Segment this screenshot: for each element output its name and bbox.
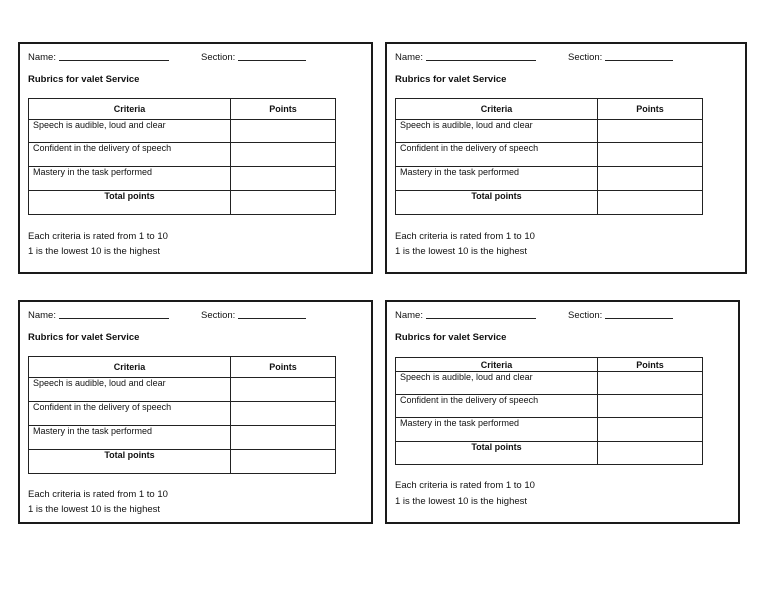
section-field[interactable] [568, 308, 673, 321]
rating-note: Each criteria is rated from 1 to 10 [395, 480, 535, 491]
criteria-cell: Speech is audible, loud and clear [396, 372, 598, 395]
total-points-label: Total points [396, 191, 598, 215]
total-points-cell[interactable] [231, 450, 336, 474]
total-points-cell[interactable] [598, 191, 703, 215]
rubric-table [395, 357, 703, 465]
name-label: Name: [395, 52, 423, 63]
section-label: Section: [201, 52, 236, 63]
name-blank[interactable] [59, 308, 169, 319]
name-label: Name: [28, 52, 56, 63]
points-cell[interactable] [231, 120, 336, 143]
section-label: Section: [201, 310, 236, 321]
criteria-cell: Speech is audible, loud and clear [29, 378, 231, 402]
name-blank[interactable] [426, 50, 536, 61]
points-cell[interactable] [231, 426, 336, 450]
section-blank[interactable] [605, 50, 673, 61]
total-points-cell[interactable] [598, 442, 703, 465]
section-field[interactable] [568, 50, 673, 63]
rating-note: Each criteria is rated from 1 to 10 [28, 489, 168, 500]
rating-note: Each criteria is rated from 1 to 10 [28, 231, 168, 242]
criteria-header: Criteria [29, 357, 231, 378]
name-label: Name: [28, 310, 56, 321]
points-header: Points [231, 357, 336, 378]
rubric-title: Rubrics for valet Service [28, 74, 140, 85]
criteria-header: Criteria [396, 358, 598, 372]
points-cell[interactable] [231, 378, 336, 402]
section-field[interactable] [201, 50, 306, 63]
criteria-cell: Mastery in the task performed [29, 426, 231, 450]
name-field[interactable] [28, 50, 169, 63]
total-points-label: Total points [396, 442, 598, 465]
section-label: Section: [568, 310, 603, 321]
criteria-cell: Confident in the delivery of speech [396, 395, 598, 418]
criteria-cell: Speech is audible, loud and clear [396, 120, 598, 143]
points-cell[interactable] [231, 167, 336, 191]
name-field[interactable] [395, 308, 536, 321]
points-cell[interactable] [231, 402, 336, 426]
rubric-table [28, 356, 336, 474]
criteria-cell: Mastery in the task performed [396, 167, 598, 191]
points-cell[interactable] [598, 120, 703, 143]
rating-scale-note: 1 is the lowest 10 is the highest [395, 496, 528, 507]
points-cell[interactable] [598, 143, 703, 167]
points-cell[interactable] [598, 372, 703, 395]
points-header: Points [598, 99, 703, 120]
section-field[interactable] [201, 308, 306, 321]
rubric-title: Rubrics for valet Service [395, 332, 507, 343]
rating-scale-note: 1 is the lowest 10 is the highest [28, 504, 161, 515]
rubric-title: Rubrics for valet Service [395, 74, 507, 85]
name-blank[interactable] [426, 308, 536, 319]
criteria-cell: Speech is audible, loud and clear [29, 120, 231, 143]
rubric-card-4 [385, 300, 740, 524]
criteria-header: Criteria [29, 99, 231, 120]
total-points-cell[interactable] [231, 191, 336, 215]
section-blank[interactable] [238, 50, 306, 61]
name-blank[interactable] [59, 50, 169, 61]
total-points-label: Total points [29, 450, 231, 474]
rubric-table [28, 98, 336, 215]
points-header: Points [231, 99, 336, 120]
section-label: Section: [568, 52, 603, 63]
rating-scale-note: 1 is the lowest 10 is the highest [395, 246, 528, 257]
rubric-table [395, 98, 703, 215]
criteria-cell: Mastery in the task performed [396, 418, 598, 442]
name-label: Name: [395, 310, 423, 321]
points-cell[interactable] [598, 167, 703, 191]
criteria-cell: Confident in the delivery of speech [29, 402, 231, 426]
section-blank[interactable] [605, 308, 673, 319]
points-cell[interactable] [598, 418, 703, 442]
name-field[interactable] [28, 308, 169, 321]
rating-note: Each criteria is rated from 1 to 10 [395, 231, 535, 242]
criteria-cell: Confident in the delivery of speech [29, 143, 231, 167]
points-cell[interactable] [231, 143, 336, 167]
criteria-cell: Mastery in the task performed [29, 167, 231, 191]
rubric-card-3 [18, 300, 373, 524]
points-header: Points [598, 358, 703, 372]
total-points-label: Total points [29, 191, 231, 215]
rubric-card-2 [385, 42, 747, 274]
rating-scale-note: 1 is the lowest 10 is the highest [28, 246, 161, 257]
criteria-cell: Confident in the delivery of speech [396, 143, 598, 167]
section-blank[interactable] [238, 308, 306, 319]
points-cell[interactable] [598, 395, 703, 418]
rubric-card-1 [18, 42, 373, 274]
criteria-header: Criteria [396, 99, 598, 120]
name-field[interactable] [395, 50, 536, 63]
rubric-title: Rubrics for valet Service [28, 332, 140, 343]
